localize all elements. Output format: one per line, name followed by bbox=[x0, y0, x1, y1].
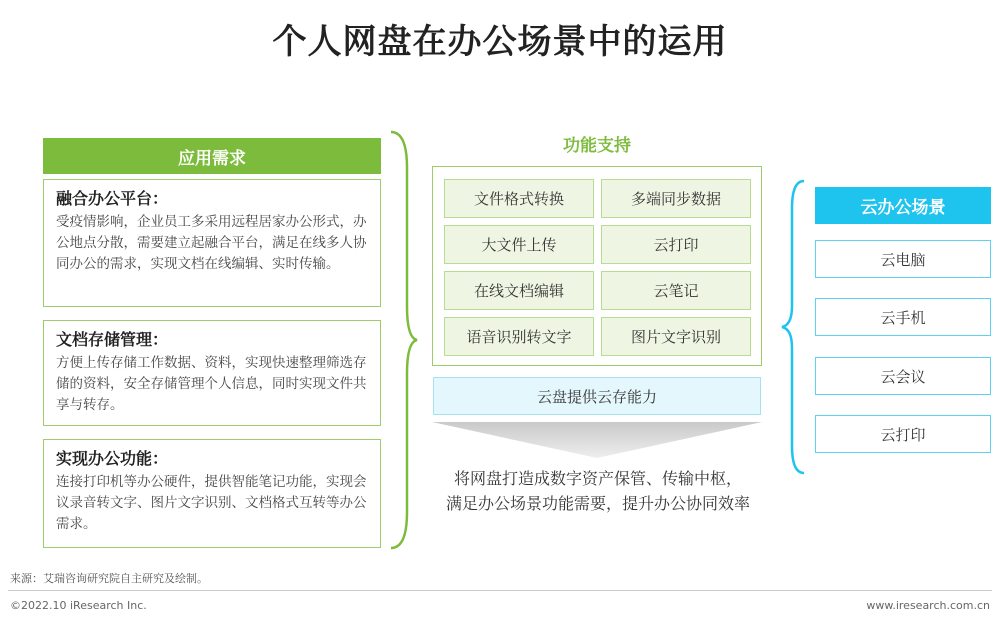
cloud-storage-bar: 云盘提供云存能力 bbox=[433, 377, 761, 415]
need-card-body: 方便上传存储工作数据、资料，实现快速整理筛选存储的资料，安全存储管理个人信息，同时实现文件共享与转存。 bbox=[56, 355, 367, 413]
need-card-title: 融合办公平台： bbox=[56, 189, 169, 208]
function-cell: 在线文档编辑 bbox=[444, 271, 594, 310]
function-cell: 语音识别转文字 bbox=[444, 317, 594, 356]
cloud-office-header: 云办公场景 bbox=[815, 187, 991, 224]
down-arrow-shape bbox=[432, 420, 762, 460]
function-cell: 云笔记 bbox=[601, 271, 751, 310]
application-needs-header: 应用需求 bbox=[43, 138, 381, 174]
cloud-scene-item: 云电脑 bbox=[815, 240, 991, 278]
cloud-scene-item: 云会议 bbox=[815, 357, 991, 395]
need-card-title: 实现办公功能： bbox=[56, 449, 169, 468]
function-support-header: 功能支持 bbox=[563, 136, 631, 156]
function-cell: 文件格式转换 bbox=[444, 179, 594, 218]
summary-line: 满足办公场景功能需要，提升办公协同效率 bbox=[445, 494, 750, 513]
website-link: www.iresearch.com.cn bbox=[866, 599, 990, 612]
summary-text bbox=[420, 466, 776, 516]
need-card-office-functions bbox=[43, 439, 381, 548]
function-grid bbox=[432, 166, 762, 366]
green-brace bbox=[385, 128, 419, 553]
need-card-document-storage bbox=[43, 320, 381, 426]
need-card-title: 文档存储管理： bbox=[56, 330, 169, 349]
blue-brace bbox=[778, 178, 808, 476]
summary-line: 将网盘打造成数字资产保管、传输中枢， bbox=[453, 469, 742, 488]
page-title: 个人网盘在办公场景中的运用 bbox=[272, 22, 728, 62]
function-cell: 大文件上传 bbox=[444, 225, 594, 264]
function-cell: 图片文字识别 bbox=[601, 317, 751, 356]
cloud-scene-item: 云打印 bbox=[815, 415, 991, 453]
function-cell: 多端同步数据 bbox=[601, 179, 751, 218]
need-card-integrated-office bbox=[43, 179, 381, 307]
need-card-body: 连接打印机等办公硬件，提供智能笔记功能，实现会议录音转文字、图片文字识别、文档格式互转等办公需求。 bbox=[56, 474, 367, 532]
copyright: ©2022.10 iResearch Inc. bbox=[10, 599, 147, 612]
cloud-scene-item: 云手机 bbox=[815, 298, 991, 336]
function-cell: 云打印 bbox=[601, 225, 751, 264]
need-card-body: 受疫情影响，企业员工多采用远程居家办公形式，办公地点分散，需要建立起融合平台，满足在线多人协同办公的需求，实现文档在线编辑、实时传输。 bbox=[56, 214, 367, 272]
footer-divider bbox=[8, 590, 992, 591]
source-note: 来源：艾瑞咨询研究院自主研究及绘制。 bbox=[10, 572, 208, 585]
